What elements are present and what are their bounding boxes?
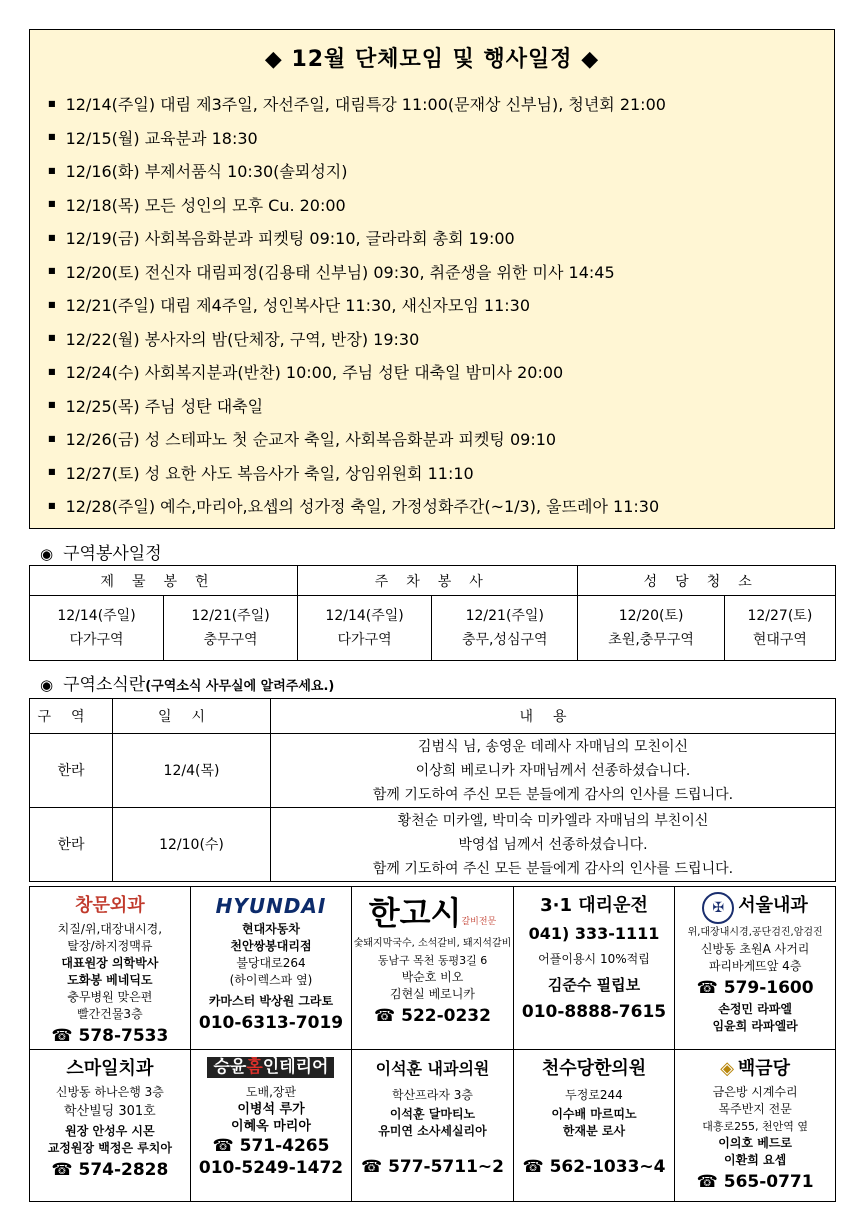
ad-phone: ☎ 577-5711~2	[360, 1157, 504, 1177]
ad-line: 한재분 로사	[562, 1124, 626, 1138]
cell-area: 충무구역	[203, 632, 258, 648]
schedule-item: ■ 12/14(주일) 대림 제3주일, 자선주일, 대림특강 11:00(문재상 신부님), 청년회 21:00	[48, 88, 666, 122]
ad-line: 신방동 하나은행 3층	[55, 1085, 164, 1099]
cell-date: 12/14(주일)	[57, 608, 136, 624]
table-cell	[432, 596, 578, 661]
ad-brand: 백금당	[737, 1058, 791, 1079]
ad-brand: 승윤	[213, 1057, 247, 1077]
news-heading	[40, 670, 334, 695]
news-line: 김범식 님, 송영운 데레사 자매님의 모친이신	[417, 738, 689, 755]
ad-cell	[190, 887, 352, 1050]
schedule-box	[29, 29, 835, 529]
cell-date: 12/20(토)	[618, 608, 684, 624]
volunteer-table	[29, 565, 836, 661]
ad-logo: 창문외과	[75, 895, 145, 916]
news-line: 황천순 미카엘, 박미숙 미카엘라 자매님의 부친이신	[397, 812, 709, 829]
ad-cell	[352, 1050, 513, 1202]
ad-line: 도배,장판	[245, 1085, 297, 1099]
cell-date: 12/21(주일)	[191, 608, 270, 624]
news-line: 함께 기도하여 주신 모든 분들에게 감사의 인사를 드립니다.	[372, 860, 734, 877]
schedule-item: ■ 12/18(목) 모든 성인의 모후 Cu. 20:00	[48, 189, 666, 223]
cell-area: 다가구역	[337, 632, 392, 648]
ad-line: 어플이용시 10%적립	[538, 952, 650, 966]
table-cell	[30, 596, 164, 661]
ad-line: 목주반지 전문	[718, 1102, 792, 1116]
ad-phone: 010-6313-7019	[198, 1013, 344, 1033]
ad-line: 이수배 마르띠노	[551, 1107, 637, 1121]
ad-logo	[675, 891, 835, 924]
table-header: 내용	[271, 699, 836, 734]
ad-phone: 010-8888-7615	[521, 1002, 667, 1022]
ad-logo	[675, 1054, 835, 1084]
ad-line: 치질/위,대장내시경,	[57, 922, 163, 936]
ad-line: 원장 안성우 시몬	[65, 1124, 155, 1138]
ad-logo	[352, 891, 512, 935]
table-cell	[298, 596, 432, 661]
table-row	[30, 596, 836, 661]
table-header: 구역	[30, 699, 113, 734]
schedule-item: ■ 12/28(주일) 예수,마리아,요셉의 성가정 축일, 가정성화주간(~1/3), 울뜨레아 11:30	[48, 490, 666, 524]
news-date: 12/10(수)	[113, 808, 271, 882]
news-line: 함께 기도하여 주신 모든 분들에게 감사의 인사를 드립니다.	[372, 786, 734, 803]
cell-date: 12/21(주일)	[465, 608, 544, 624]
ads-row	[30, 1050, 836, 1202]
news-subtitle: (구역소식 사무실에 알려주세요.)	[145, 679, 335, 694]
schedule-item: ■ 12/25(목) 주님 성탄 대축일	[48, 390, 666, 424]
cell-area: 현대구역	[752, 632, 807, 648]
schedule-item: ■ 12/15(월) 교육분과 18:30	[48, 122, 666, 156]
ad-cell	[513, 887, 675, 1050]
ad-phone: ☎ 522-0232	[374, 1006, 491, 1026]
table-row	[30, 566, 836, 596]
ad-line: 금은방 시계수리	[712, 1085, 798, 1099]
ad-brand: 인테리어	[262, 1057, 329, 1077]
university-seal-icon: ✠	[702, 892, 734, 924]
ad-logo: 스마일치과	[66, 1058, 154, 1079]
ad-line: 교정원장 백정은 루치아	[47, 1141, 172, 1155]
ad-line: 신방동 초원A 사거리	[700, 941, 810, 956]
news-area: 한라	[30, 808, 113, 882]
schedule-item: ■ 12/27(토) 성 요한 사도 복음사가 축일, 상임위원회 11:10	[48, 457, 666, 491]
table-cell	[578, 596, 724, 661]
schedule-item: ■ 12/24(수) 사회복지분과(반찬) 10:00, 주님 성탄 대축일 밤미사 20:00	[48, 356, 666, 390]
ad-line: 임윤희 라파엘라	[712, 1018, 798, 1033]
schedule-title: ◆ 12월 단체모임 및 행사일정 ◆	[264, 47, 600, 72]
ad-cell	[190, 1050, 352, 1202]
ad-cell	[675, 1050, 836, 1202]
news-line: 박영섭 님께서 선종하셨습니다.	[458, 836, 648, 853]
ad-line: 이의호 베드로	[718, 1136, 792, 1150]
bullet-circle-icon: ◉	[40, 545, 54, 563]
table-row	[30, 808, 836, 882]
table-cell	[164, 596, 298, 661]
ad-line: 041) 333-1111	[528, 924, 660, 943]
schedule-item: ■ 12/22(월) 봉사자의 밤(단체장, 구역, 반장) 19:30	[48, 323, 666, 357]
ads-grid	[29, 886, 836, 1202]
ad-cell	[513, 1050, 675, 1202]
table-cell	[724, 596, 835, 661]
news-content	[271, 734, 836, 808]
ad-line: 손정민 라파엘	[718, 1001, 792, 1016]
ad-phone: ☎ 579-1600	[696, 977, 814, 998]
news-date: 12/4(목)	[113, 734, 271, 808]
ad-brand: 서울내과	[738, 895, 808, 916]
ad-line: 도화봉 베네딕도	[67, 973, 153, 987]
ad-line: 학산프라자 3층	[391, 1088, 473, 1102]
table-header: 주차봉사	[298, 566, 578, 596]
table-row	[30, 734, 836, 808]
ad-logo	[207, 1057, 334, 1078]
table-header: 성당청소	[578, 566, 836, 596]
cell-area: 충무,성심구역	[461, 632, 548, 648]
ad-line: 이혜옥 마리아	[231, 1119, 311, 1134]
ad-line: 이환희 요셉	[724, 1153, 787, 1167]
ad-phone: ☎ 578-7533	[51, 1026, 169, 1046]
ad-line: 두정로244	[565, 1088, 623, 1102]
ad-line: 이병석 루가	[237, 1102, 305, 1117]
ad-line: 이석훈 달마티노	[389, 1107, 476, 1121]
ad-line: 박순호 비오	[401, 970, 464, 984]
ad-line: 불당대로264	[236, 956, 306, 970]
ad-phone: 010-5249-1472	[198, 1158, 344, 1178]
bullet-circle-icon: ◉	[40, 676, 54, 694]
ad-line: (하이렉스파 옆)	[229, 973, 313, 987]
table-header: 제물봉헌	[30, 566, 298, 596]
ad-line: 천안쌍봉대리점	[230, 939, 312, 953]
news-line: 이상희 베로니카 자매님께서 선종하셨습니다.	[415, 762, 691, 779]
schedule-item: ■ 12/21(주일) 대림 제4주일, 성인복사단 11:30, 새신자모임 11:30	[48, 289, 666, 323]
ad-line: 현대자동차	[242, 922, 300, 936]
schedule-item: ■ 12/20(토) 전신자 대림피정(김용태 신부님) 09:30, 취준생을 위한 미사 14:45	[48, 256, 666, 290]
schedule-item: ■ 12/26(금) 성 스테파노 첫 순교자 축일, 사회복음화분과 피켓팅 09:10	[48, 423, 666, 457]
ad-line: 탈장/하지정맥류	[67, 939, 153, 953]
schedule-item: ■ 12/16(화) 부제서품식 10:30(솔뫼성지)	[48, 155, 666, 189]
ad-line: 김준수 필립보	[547, 976, 641, 994]
ad-line: 숯돼지막국수, 소석갈비, 돼지석갈비	[353, 938, 512, 949]
ad-brand: 홈	[246, 1057, 263, 1077]
ad-tag: 갈비전문	[461, 917, 497, 927]
hyundai-logo: HYUNDAI	[215, 894, 327, 918]
ad-logo: 천수당한의원	[541, 1058, 647, 1079]
volunteer-title: 구역봉사일정	[63, 544, 162, 564]
ad-logo: 3·1 대리운전	[540, 895, 648, 916]
ad-line: 파리바게뜨앞 4층	[708, 958, 802, 973]
ad-cell	[30, 1050, 191, 1202]
ad-cell	[675, 887, 836, 1050]
ad-line: 유미연 소사세실리아	[378, 1124, 487, 1138]
cell-area: 초원,충무구역	[608, 632, 694, 648]
cell-date: 12/27(토)	[747, 608, 813, 624]
news-table	[29, 698, 836, 882]
ad-line: 충무병원 맞은편	[67, 990, 153, 1004]
ad-phone: ☎ 562-1033~4	[522, 1157, 666, 1177]
ad-logo: 이석훈 내과의원	[375, 1059, 490, 1078]
news-area: 한라	[30, 734, 113, 808]
schedule-item: ■ 12/19(금) 사회복음화분과 피켓팅 09:10, 글라라회 총회 19:00	[48, 222, 666, 256]
volunteer-heading	[40, 539, 162, 564]
ad-line: 학산빌딩 301호	[63, 1104, 156, 1119]
news-title: 구역소식란	[63, 675, 146, 695]
ad-line: 위,대장내시경,공단검진,암검진	[687, 926, 823, 938]
diamond-icon: ◈	[720, 1058, 735, 1079]
ad-line: 김현실 베로니카	[390, 987, 475, 1001]
table-row	[30, 699, 836, 734]
ad-cell	[352, 887, 513, 1050]
ad-line: 카마스터 박상원 그라토	[208, 994, 334, 1008]
ad-phone: ☎ 574-2828	[51, 1160, 169, 1180]
ad-phone: ☎ 565-0771	[696, 1172, 814, 1192]
table-header: 일시	[113, 699, 271, 734]
ad-line: 대흥로255, 천안역 옆	[702, 1120, 809, 1133]
ads-row	[30, 887, 836, 1050]
ad-phone: ☎ 571-4265	[212, 1136, 330, 1156]
news-content	[271, 808, 836, 882]
cell-area: 다가구역	[69, 632, 124, 648]
ad-line: 빨간건물3층	[77, 1007, 143, 1021]
ad-cell	[30, 887, 191, 1050]
ad-line: 동남구 목천 동평3길 6	[377, 954, 488, 967]
ad-brand: 한고시	[368, 894, 462, 932]
schedule-list	[48, 88, 666, 524]
ad-line: 대표원장 의학박사	[61, 956, 159, 970]
cell-date: 12/14(주일)	[325, 608, 404, 624]
